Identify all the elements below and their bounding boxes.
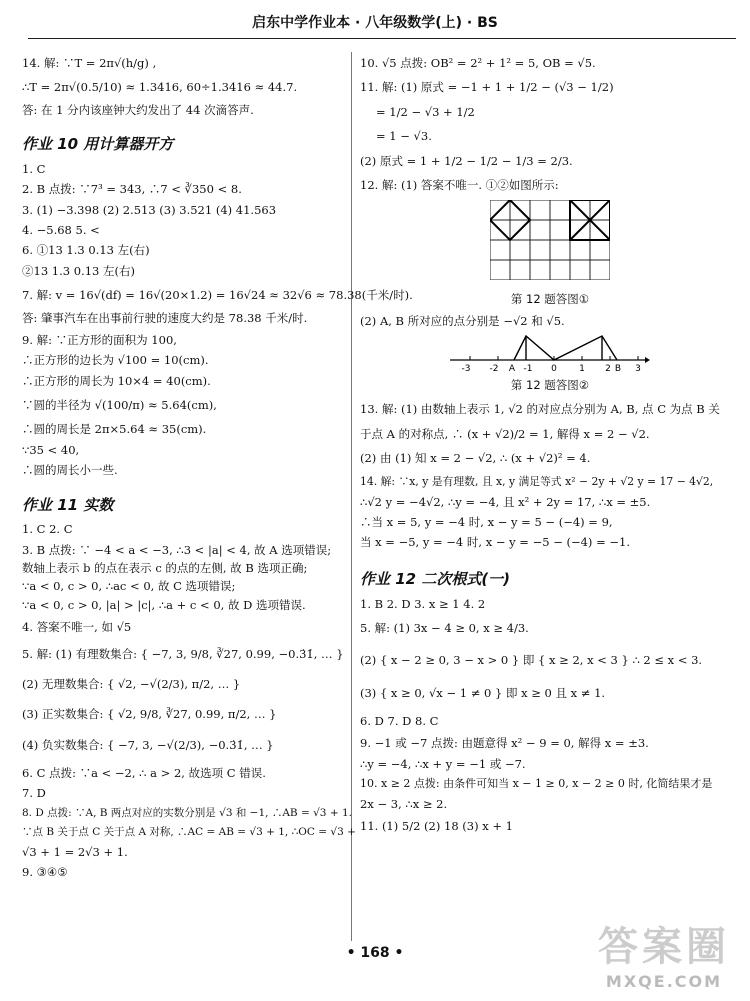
axis-label: 2	[605, 364, 611, 373]
answer-line: (3) 正实数集合: { √2, 9/8, ∛27, 0.99, π/2, … }	[22, 707, 277, 722]
answer-line: 4. −5.68 5. <	[22, 223, 100, 237]
answer-line: 3. (1) −3.398 (2) 2.513 (3) 3.521 (4) 41.563	[22, 202, 277, 217]
answer-line: ②13 1.3 0.13 左(右)	[22, 263, 135, 278]
answer-line: 12. 解: (1) 答案不唯一. ①②如图所示:	[360, 177, 559, 192]
page-number: • 168 •	[346, 945, 404, 961]
right-column	[360, 56, 740, 834]
answer-line: ∴正方形的周长为 10×4 = 40(cm).	[22, 373, 211, 388]
answer-line: ∴√2 y = −4√2, ∴y = −4, 且 x² + 2y = 17, ∴x = ±5.	[360, 494, 651, 509]
answer-line: ∴圆的周长小一些.	[22, 463, 118, 478]
answer-line: 数轴上表示 b 的点在表示 c 的点的左侧, 故 B 选项正确;	[22, 561, 308, 575]
answer-line: ∴当 x = 5, y = −4 时, x − y = 5 − (−4) = 9,	[360, 515, 613, 530]
answer-line: 5. 解: (1) 3x − 4 ≥ 0, x ≥ 4/3.	[360, 620, 529, 635]
answer-line: 答: 肇事汽车在出事前行驶的速度大约是 78.38 千米/时.	[22, 310, 308, 325]
answer-line: 当 x = −5, y = −4 时, x − y = −5 − (−4) = −1.	[360, 535, 630, 550]
answer-line: 8. D 点拨: ∵A, B 两点对应的实数分别是 √3 和 −1, ∴AB = √3 + 1.	[22, 806, 352, 819]
answer-line: 3. B 点拨: ∵ −4 < a < −3, ∴3 < |a| < 4, 故 A 选项错误;	[22, 542, 332, 557]
answer-line: (3) { x ≥ 0, √x − 1 ≠ 0 } 即 x ≥ 0 且 x ≠ 1.	[360, 685, 606, 700]
answer-line: 6. D 7. D 8. C	[360, 714, 439, 729]
watermark-url: MXQE.COM	[605, 972, 723, 991]
answer-line: ∴y = −4, ∴x + y = −1 或 −7.	[360, 756, 526, 771]
answer-line: √3 + 1 = 2√3 + 1.	[22, 845, 128, 859]
answer-line: 6. ①13 1.3 0.13 左(右)	[22, 243, 150, 258]
axis-label: A	[508, 364, 516, 373]
axis-label: -1	[523, 364, 533, 373]
answer-line: 2. B 点拨: ∵7³ = 343, ∴7 < ∛350 < 8.	[22, 182, 242, 197]
answer-line: 2x − 3, ∴x ≥ 2.	[360, 796, 448, 811]
answer-line: (2) A, B 所对应的点分别是 −√2 和 √5.	[360, 314, 565, 328]
section-heading-11: 作业 11 实数	[22, 495, 114, 514]
answer-line: (4) 负实数集合: { −7, 3, −√(2/3), −0.3̇1̇, … }	[22, 737, 274, 752]
answer-line: 答: 在 1 分内该座钟大约发出了 44 次滴答声.	[22, 102, 254, 117]
axis-label: B	[614, 364, 622, 373]
answer-line: 5. 解: (1) 有理数集合: { −7, 3, 9/8, ∛27, 0.99, −0.3̇1̇, … }	[22, 646, 344, 661]
answer-line: 9. −1 或 −7 点拨: 由题意得 x² − 9 = 0, 解得 x = ±3.	[360, 736, 649, 751]
answer-line: ∵圆的半径为 √(100/π) ≈ 5.64(cm),	[22, 398, 217, 412]
answer-line: ∴圆的周长是 2π×5.64 ≈ 35(cm).	[22, 422, 207, 437]
answer-line: 1. C 2. C	[22, 522, 73, 537]
axis-label: 1	[579, 364, 585, 373]
answer-line: 6. C 点拨: ∵a < −2, ∴ a > 2, 故选项 C 错误.	[22, 766, 266, 780]
answer-line: 4. 答案不唯一, 如 √5	[22, 620, 132, 635]
answer-line: 7. D	[22, 786, 46, 801]
header-rule	[28, 38, 736, 39]
page-header: 启东中学作业本 · 八年级数学(上) · BS	[252, 15, 498, 31]
answer-line: ∵点 B 关于点 C 关于点 A 对称, ∴AC = AB = √3 + 1, ∴OC = √3 +	[22, 825, 356, 838]
answer-line: (2) 无理数集合: { √2, −√(2/3), π/2, … }	[22, 676, 241, 691]
watermark	[598, 915, 730, 991]
answer-line: 11. 解: (1) 原式 = −1 + 1 + 1/2 − (√3 − 1/2)	[360, 80, 614, 95]
answer-line: 14. 解: ∵x, y 是有理数, 且 x, y 满足等式 x² − 2y + √2 y = 17 − 4√2,	[360, 475, 714, 489]
grid-figure-1	[490, 200, 610, 280]
answer-line: 1. B 2. D 3. x ≥ 1 4. 2	[360, 596, 486, 611]
answer-line: 1. C	[22, 161, 46, 176]
axis-label: 3	[635, 364, 641, 373]
answer-line: ∵35 < 40,	[22, 442, 80, 457]
figure-caption-1: 第 12 题答图①	[510, 291, 590, 306]
answer-line: (2) { x − 2 ≥ 0, 3 − x > 0 } 即 { x ≥ 2, x < 3 } ∴ 2 ≤ x < 3.	[360, 653, 703, 668]
answer-line: = 1 − √3.	[376, 129, 432, 144]
answer-line: 11. (1) 5/2 (2) 18 (3) x + 1	[360, 819, 513, 834]
axis-label: 0	[551, 364, 557, 373]
answer-line: (2) 原式 = 1 + 1/2 − 1/2 − 1/3 = 2/3.	[360, 153, 573, 168]
watermark-text: 答案圈	[598, 924, 730, 970]
answer-line: 10. √5 点拨: OB² = 2² + 1² = 5, OB = √5.	[360, 56, 596, 70]
answer-line: 14. 解: ∵T = 2π√(h/g) ,	[22, 56, 157, 70]
answer-line: 7. 解: v = 16√(df) = 16√(20×1.2) = 16√24 ≈ 32√6 ≈ 78.38(千米/时).	[22, 288, 413, 303]
section-heading-10: 作业 10 用计算器开方	[22, 135, 174, 154]
answer-line: = 1/2 − √3 + 1/2	[376, 104, 475, 119]
number-line-figure	[450, 332, 650, 372]
figure-caption-2: 第 12 题答图②	[510, 377, 590, 392]
answer-line: ∴T = 2π√(0.5/10) ≈ 1.3416, 60÷1.3416 ≈ 44.7.	[22, 80, 298, 95]
answer-line: ∵a < 0, c > 0, |a| > |c|, ∴a + c < 0, 故 D 选项错误.	[22, 597, 306, 612]
answer-line: ∵a < 0, c > 0, ∴ac < 0, 故 C 选项错误;	[22, 579, 236, 594]
answer-line: 10. x ≥ 2 点拨: 由条件可知当 x − 1 ≥ 0, x − 2 ≥ 0 时, 化简结果才是	[360, 777, 713, 791]
axis-label: -2	[489, 364, 499, 373]
answer-line: 于点 A 的对称点, ∴ (x + √2)/2 = 1, 解得 x = 2 − √2.	[360, 426, 650, 441]
answer-line: (2) 由 (1) 知 x = 2 − √2, ∴ (x + √2)² = 4.	[360, 450, 591, 465]
section-heading-12: 作业 12 二次根式(一)	[360, 569, 511, 588]
answer-line: 9. 解: ∵正方形的面积为 100,	[22, 332, 177, 347]
axis-label: -3	[461, 364, 471, 373]
answer-line: 13. 解: (1) 由数轴上表示 1, √2 的对应点分别为 A, B, 点 C 为点 B 关	[360, 402, 720, 417]
answer-line: ∴正方形的边长为 √100 = 10(cm).	[22, 353, 209, 368]
answer-line: 9. ③④⑤	[22, 865, 68, 880]
